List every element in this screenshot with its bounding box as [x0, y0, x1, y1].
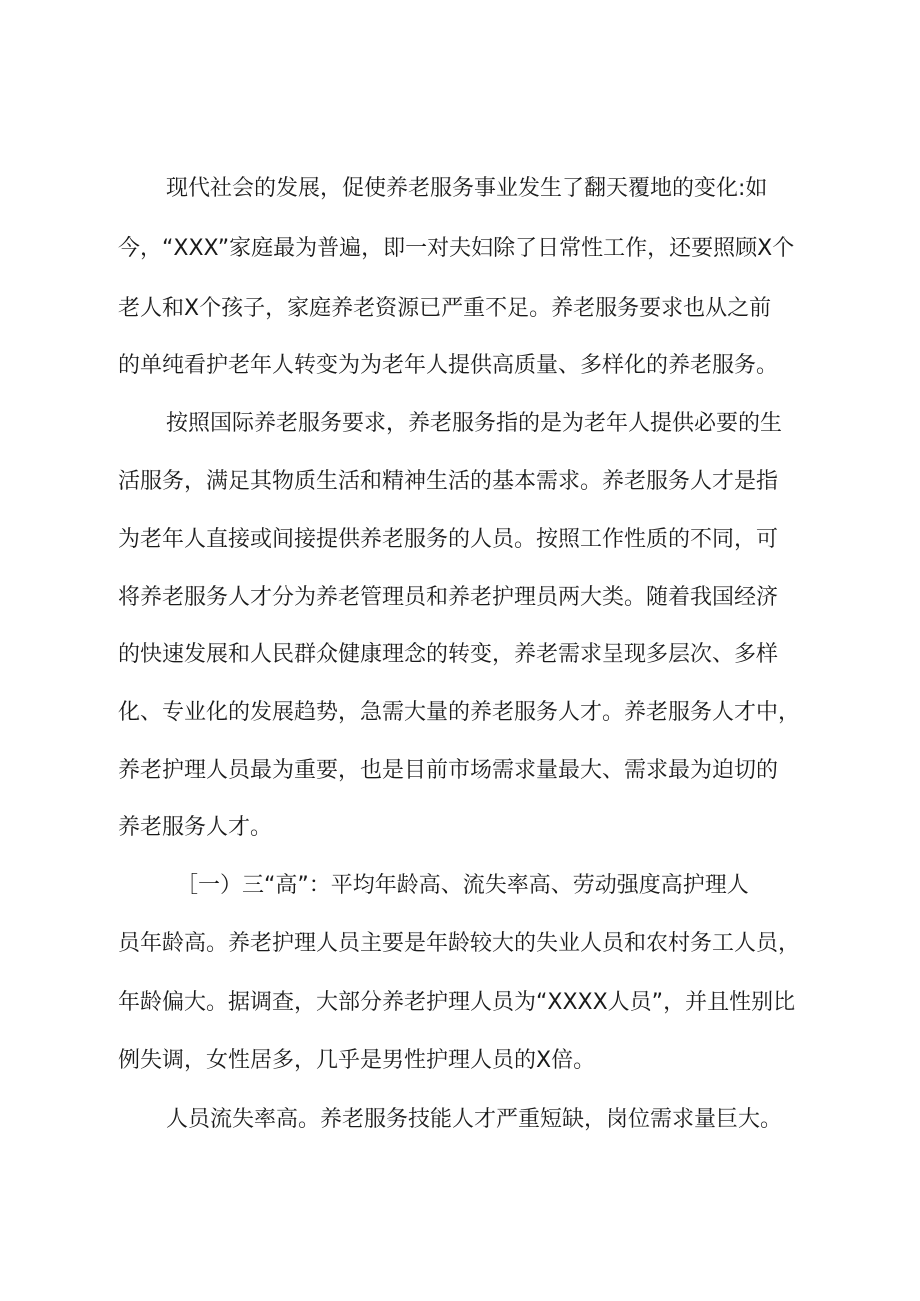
- paragraph-2-line-3: 为老年人直接或间接提供养老服务的人员。按照工作性质的不同，可: [118, 527, 779, 552]
- paragraph-2-line-7: 养老护理人员最为重要，也是目前市场需求量最大、需求最为迫切的: [118, 758, 779, 783]
- paragraph-2-line-2: 活服务，满足其物质生活和精神生活的基本需求。养老服务人才是指: [118, 469, 779, 494]
- paragraph-2-line-1: 按照国际养老服务要求，养老服务指的是为老年人提供必要的生: [166, 411, 783, 436]
- paragraph-4-line-1: 人员流失率高。养老服务技能人才严重短缺，岗位需求量巨大。: [166, 1107, 783, 1132]
- paragraph-1-line-1: 现代社会的发展，促使养老服务事业发生了翻天覆地的变化:如: [166, 176, 768, 201]
- paragraph-1-line-4: 的单纯看护老年人转变为为老年人提供高质量、多样化的养老服务。: [118, 353, 779, 378]
- paragraph-1-line-2: 今，“XXX”家庭最为普遍，即一对夫妇除了日常性工作，还要照顾X个: [118, 236, 795, 261]
- paragraph-2-line-5: 的快速发展和人民群众健康理念的转变，养老需求呈现多层次、多样: [118, 642, 779, 667]
- paragraph-3-line-2: 员年龄高。养老护理人员主要是年龄较大的失业人员和农村务工人员，: [118, 931, 801, 956]
- paragraph-2-line-8: 养老服务人才。: [118, 815, 273, 840]
- paragraph-2-line-4: 将养老服务人才分为养老管理员和养老护理员两大类。随着我国经济: [118, 585, 779, 610]
- paragraph-3-line-3: 年龄偏大。据调查，大部分养老护理人员为“XXXX人员”，并且性别比: [118, 990, 796, 1015]
- paragraph-1-line-3: 老人和X个孩子，家庭养老资源已严重不足。养老服务要求也从之前: [118, 296, 772, 321]
- paragraph-3-line-4: 例失调，女性居多，几乎是男性护理人员的X倍。: [118, 1048, 596, 1073]
- paragraph-2-line-6: 化、专业化的发展趋势，急需大量的养老服务人才。养老服务人才中，: [118, 700, 801, 725]
- paragraph-3-line-1: ［一）三“高”：平均年龄高、流失率高、劳动强度高护理人: [176, 873, 749, 898]
